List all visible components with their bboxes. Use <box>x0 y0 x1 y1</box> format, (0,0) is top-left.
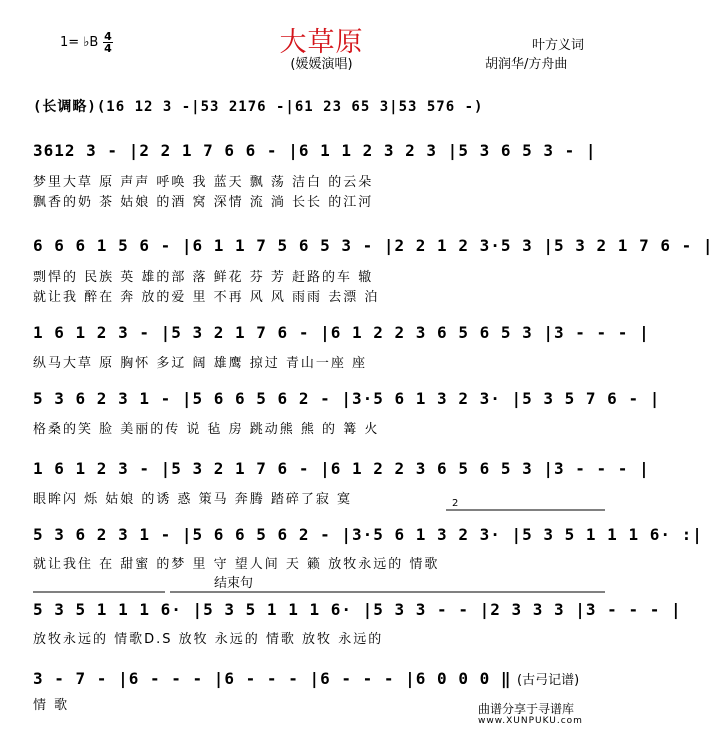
lyric-line: 纵马大草 原 胸怀 多辽 阔 雄鹰 掠过 青山一座 座 <box>33 356 368 371</box>
score-row-7: 5 3 6 2 3 1 - |5 6 6 5 6 2 - |3·5 6 1 3 2 3· |5 3 5 1 1 1 6· :| <box>33 525 703 544</box>
meter-bottom: 4 <box>104 42 112 55</box>
meter-top: 4 <box>104 30 112 43</box>
lyric-line: 眼眸闪 烁 姑娘 的诱 惑 策马 奔腾 踏碎了寂 寞 <box>33 492 353 507</box>
key-signature: 1= ♭B <box>60 35 99 50</box>
singer-label: (媛媛演唱) <box>290 57 353 72</box>
lyric-line: 剽悍的 民族 英 雄的部 落 鲜花 芬 芳 赶路的车 辙 <box>33 270 374 285</box>
score-row-9: 3 - 7 - |6 - - - |6 - - - |6 - - - |6 0 0 0 ‖ <box>33 669 512 688</box>
score-row-4: 1 6 1 2 3 - |5 3 2 1 7 6 - |6 1 2 2 3 6 5 6 5 3 |3 - - - | <box>33 323 650 342</box>
score-row-2: 3612 3 - |2 2 1 7 6 6 - |6 1 1 2 3 2 3 |5 3 6 5 3 - | <box>33 141 597 160</box>
lyric-line: 格桑的笑 脸 美丽的传 说 毡 房 跳动熊 熊 的 篝 火 <box>33 422 380 437</box>
lyric-line: 情 歌 <box>33 698 70 713</box>
lyric-line: 飘香的奶 茶 姑娘 的酒 窝 深情 流 淌 长长 的江河 <box>33 195 374 210</box>
score-row-8: 5 3 5 1 1 1 6· |5 3 5 1 1 1 6· |5 3 3 - - |2 3 3 3 |3 - - - | <box>33 600 682 619</box>
lyricist-credit: 叶方义词 <box>532 38 585 53</box>
score-row-5: 5 3 6 2 3 1 - |5 6 6 5 6 2 - |3·5 6 1 3 2 3· |5 3 5 7 6 - | <box>33 389 661 408</box>
score-row-1: (长调略)(16 12 3 -|53 2176 -|61 23 65 3|53 576 -) <box>33 99 484 115</box>
score-row-3: 6 6 6 1 5 6 - |6 1 1 7 5 6 5 3 - |2 2 1 2 3·5 3 |5 3 2 1 7 6 - | <box>33 236 714 255</box>
ending-label: 结束句 <box>214 576 254 591</box>
lyric-line: 就让我 醉在 奔 放的爱 里 不再 风 风 雨雨 去漂 泊 <box>33 290 380 305</box>
watermark-text: 曲谱分享于寻谱库 <box>478 702 575 716</box>
lyric-line: 就让我住 在 甜蜜 的梦 里 守 望人间 天 籁 放牧永远的 情歌 <box>33 557 440 572</box>
time-signature <box>103 31 113 54</box>
score-row-6: 1 6 1 2 3 - |5 3 2 1 7 6 - |6 1 2 2 3 6 5 6 5 3 |3 - - - | <box>33 459 650 478</box>
watermark-url: www.XUNPUKU.com <box>478 716 583 726</box>
lyric-line: 放牧永远的 情歌D.S 放牧 永远的 情歌 放牧 永远的 <box>33 632 384 647</box>
song-title: 大草原 <box>279 27 364 58</box>
volta-number: 2 <box>452 498 459 509</box>
lyric-line: 梦里大草 原 声声 呼唤 我 蓝天 飘 荡 洁白 的云朵 <box>33 175 374 190</box>
transcriber-credit: (古弓记谱) <box>517 673 580 688</box>
composer-credit: 胡润华/方舟曲 <box>485 57 568 72</box>
